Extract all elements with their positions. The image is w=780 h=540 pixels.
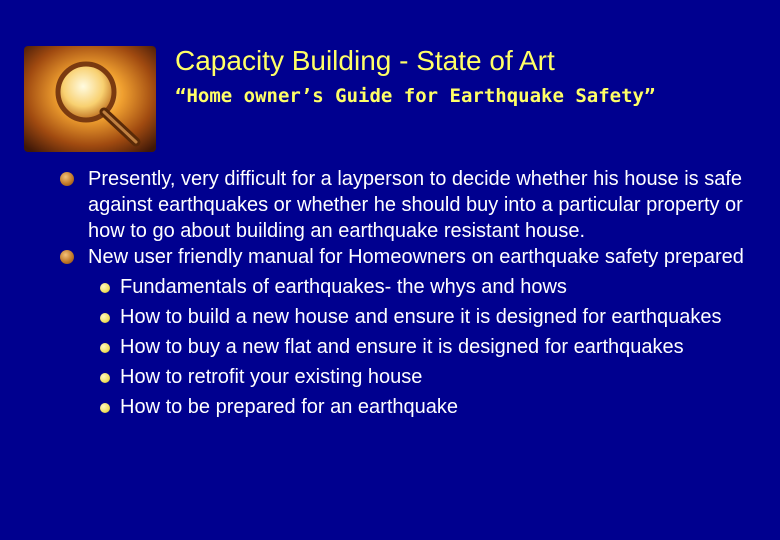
yellow-dot-icon [100,313,110,323]
sub-bullet-item [58,274,758,300]
sub-bullet-text: How to be prepared for an earthquake [120,396,458,418]
slide-body [58,166,758,420]
bullet-item [58,244,758,270]
sub-bullet-text: How to retrofit your existing house [120,366,423,388]
slide-subtitle: “Home owner’s Guide for Earthquake Safety” [175,85,656,107]
sub-bullet-item [58,364,758,390]
magnifying-glass-icon [24,46,156,152]
sub-bullet-item [58,394,758,420]
yellow-dot-icon [100,283,110,293]
sub-bullet-item [58,334,758,360]
sub-bullet-text: How to build a new house and ensure it is designed for earthquakes [120,306,722,328]
sub-bullet-text: Fundamentals of earthquakes- the whys and hows [120,276,567,298]
bronze-sphere-icon [60,250,74,264]
slide-title: Capacity Building - State of Art [175,45,555,76]
yellow-dot-icon [100,343,110,353]
bullet-item [58,166,758,244]
bullet-text: Presently, very difficult for a layperson to decide whether his house is safe against earthquakes or whether he should buy into a particular property or how to go about building an earthquake resistant house. [88,168,743,242]
sub-bullet-text: How to buy a new flat and ensure it is designed for earthquakes [120,336,684,358]
bronze-sphere-icon [60,172,74,186]
bullet-text: New user friendly manual for Homeowners on earthquake safety prepared [88,246,744,268]
yellow-dot-icon [100,403,110,413]
yellow-dot-icon [100,373,110,383]
sub-bullet-item [58,304,758,330]
